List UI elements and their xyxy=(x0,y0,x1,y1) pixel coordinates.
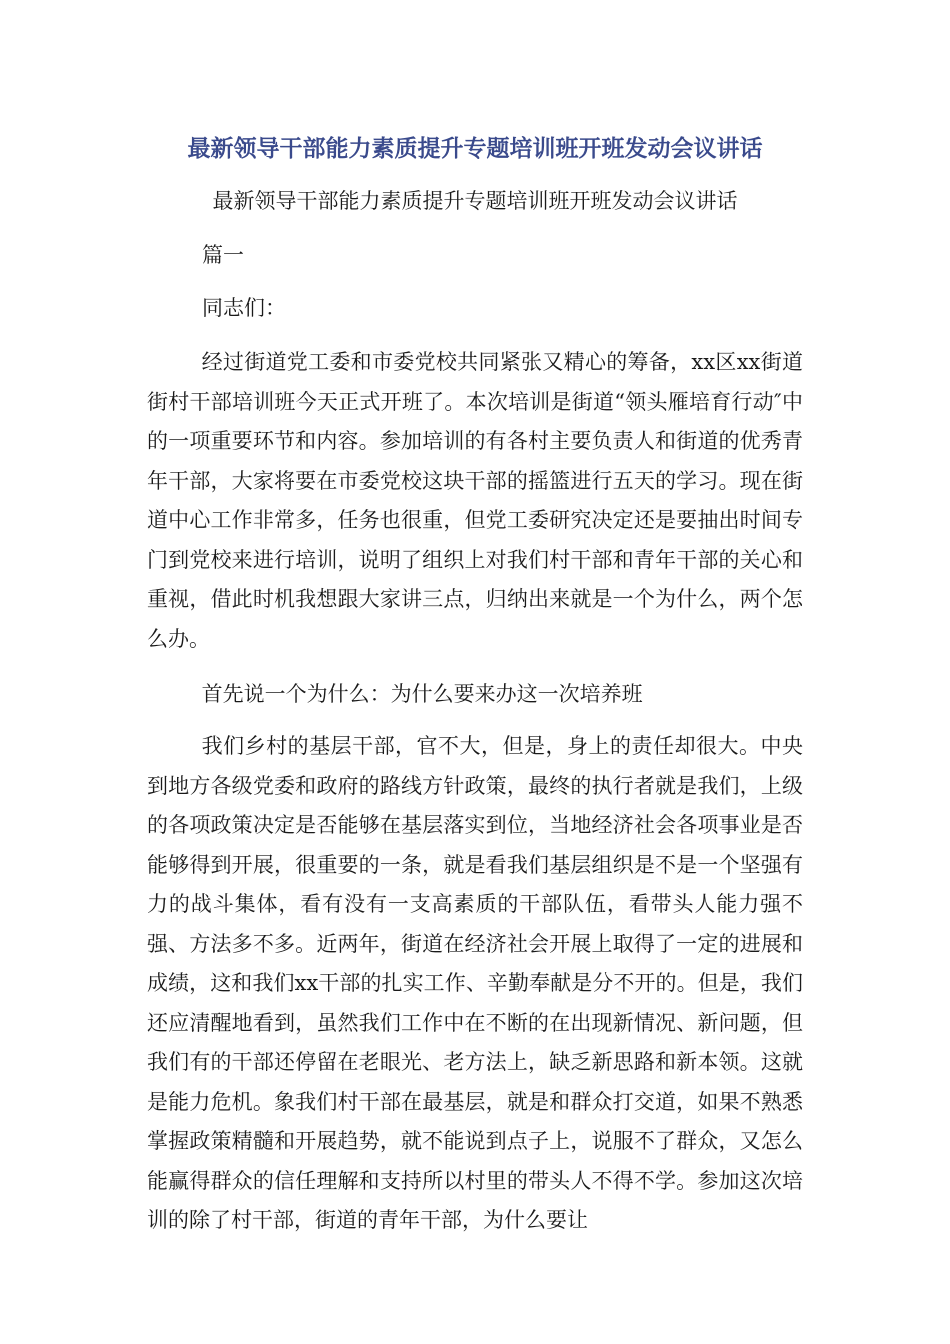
paragraph-2: 我们乡村的基层干部，官不大，但是，身上的责任却很大。中央到地方各级党委和政府的路线方针政策，最终的执行者就是我们，上级的各项政策决定是否能够在基层落实到位，当地经济社会各项事业是否能够得到开展，很重要的一条，就是看我们基层组织是不是一个坚强有力的战斗集体，看有没有一支高素质的干部队伍，看带头人能力强不强、方法多不多。近两年，街道在经济社会开展上取得了一定的进展和成绩，这和我们xx干部的扎实工作、辛勤奉献是分不开的。但是，我们还应清醒地看到，虽然我们工作中在不断的在出现新情况、新问题，但我们有的干部还停留在老眼光、老方法上，缺乏新思路和新本领。这就是能力危机。象我们村干部在最基层，就是和群众打交道，如果不熟悉掌握政策精髓和开展趋势，就不能说到点子上，说服不了群众，又怎么能赢得群众的信任理解和支持所以村里的带头人不得不学。参加这次培训的除了村干部，街道的青年干部，为什么要让 xyxy=(147,734,803,1232)
paragraph-heading: 首先说一个为什么：为什么要来办这一次培养班 xyxy=(201,682,643,706)
paragraph-1: 经过街道党工委和市委党校共同紧张又精心的筹备，xx区xx街道街村干部培训班今天正式开班了。本次培训是街道“领头雁培育行动″中的一项重要环节和内容。参加培训的有各村主要负责人和街道的优秀青年干部，大家将要在市委党校这块干部的摇篮进行五天的学习。现在街道中心工作非常多，任务也很重，但党工委研究决定还是要抽出时间专门到党校来进行培训，说明了组织上对我们村干部和青年干部的关心和重视，借此时机我想跟大家讲三点，归纳出来就是一个为什么，两个怎么办。 xyxy=(147,350,803,651)
salutation: 同志们： xyxy=(202,296,286,320)
document-subtitle: 最新领导干部能力素质提升专题培训班开班发动会议讲话 xyxy=(212,189,738,213)
section-label: 篇一 xyxy=(202,243,244,267)
document-title: 最新领导干部能力素质提升专题培训班开班发动会议讲话 xyxy=(187,136,763,162)
